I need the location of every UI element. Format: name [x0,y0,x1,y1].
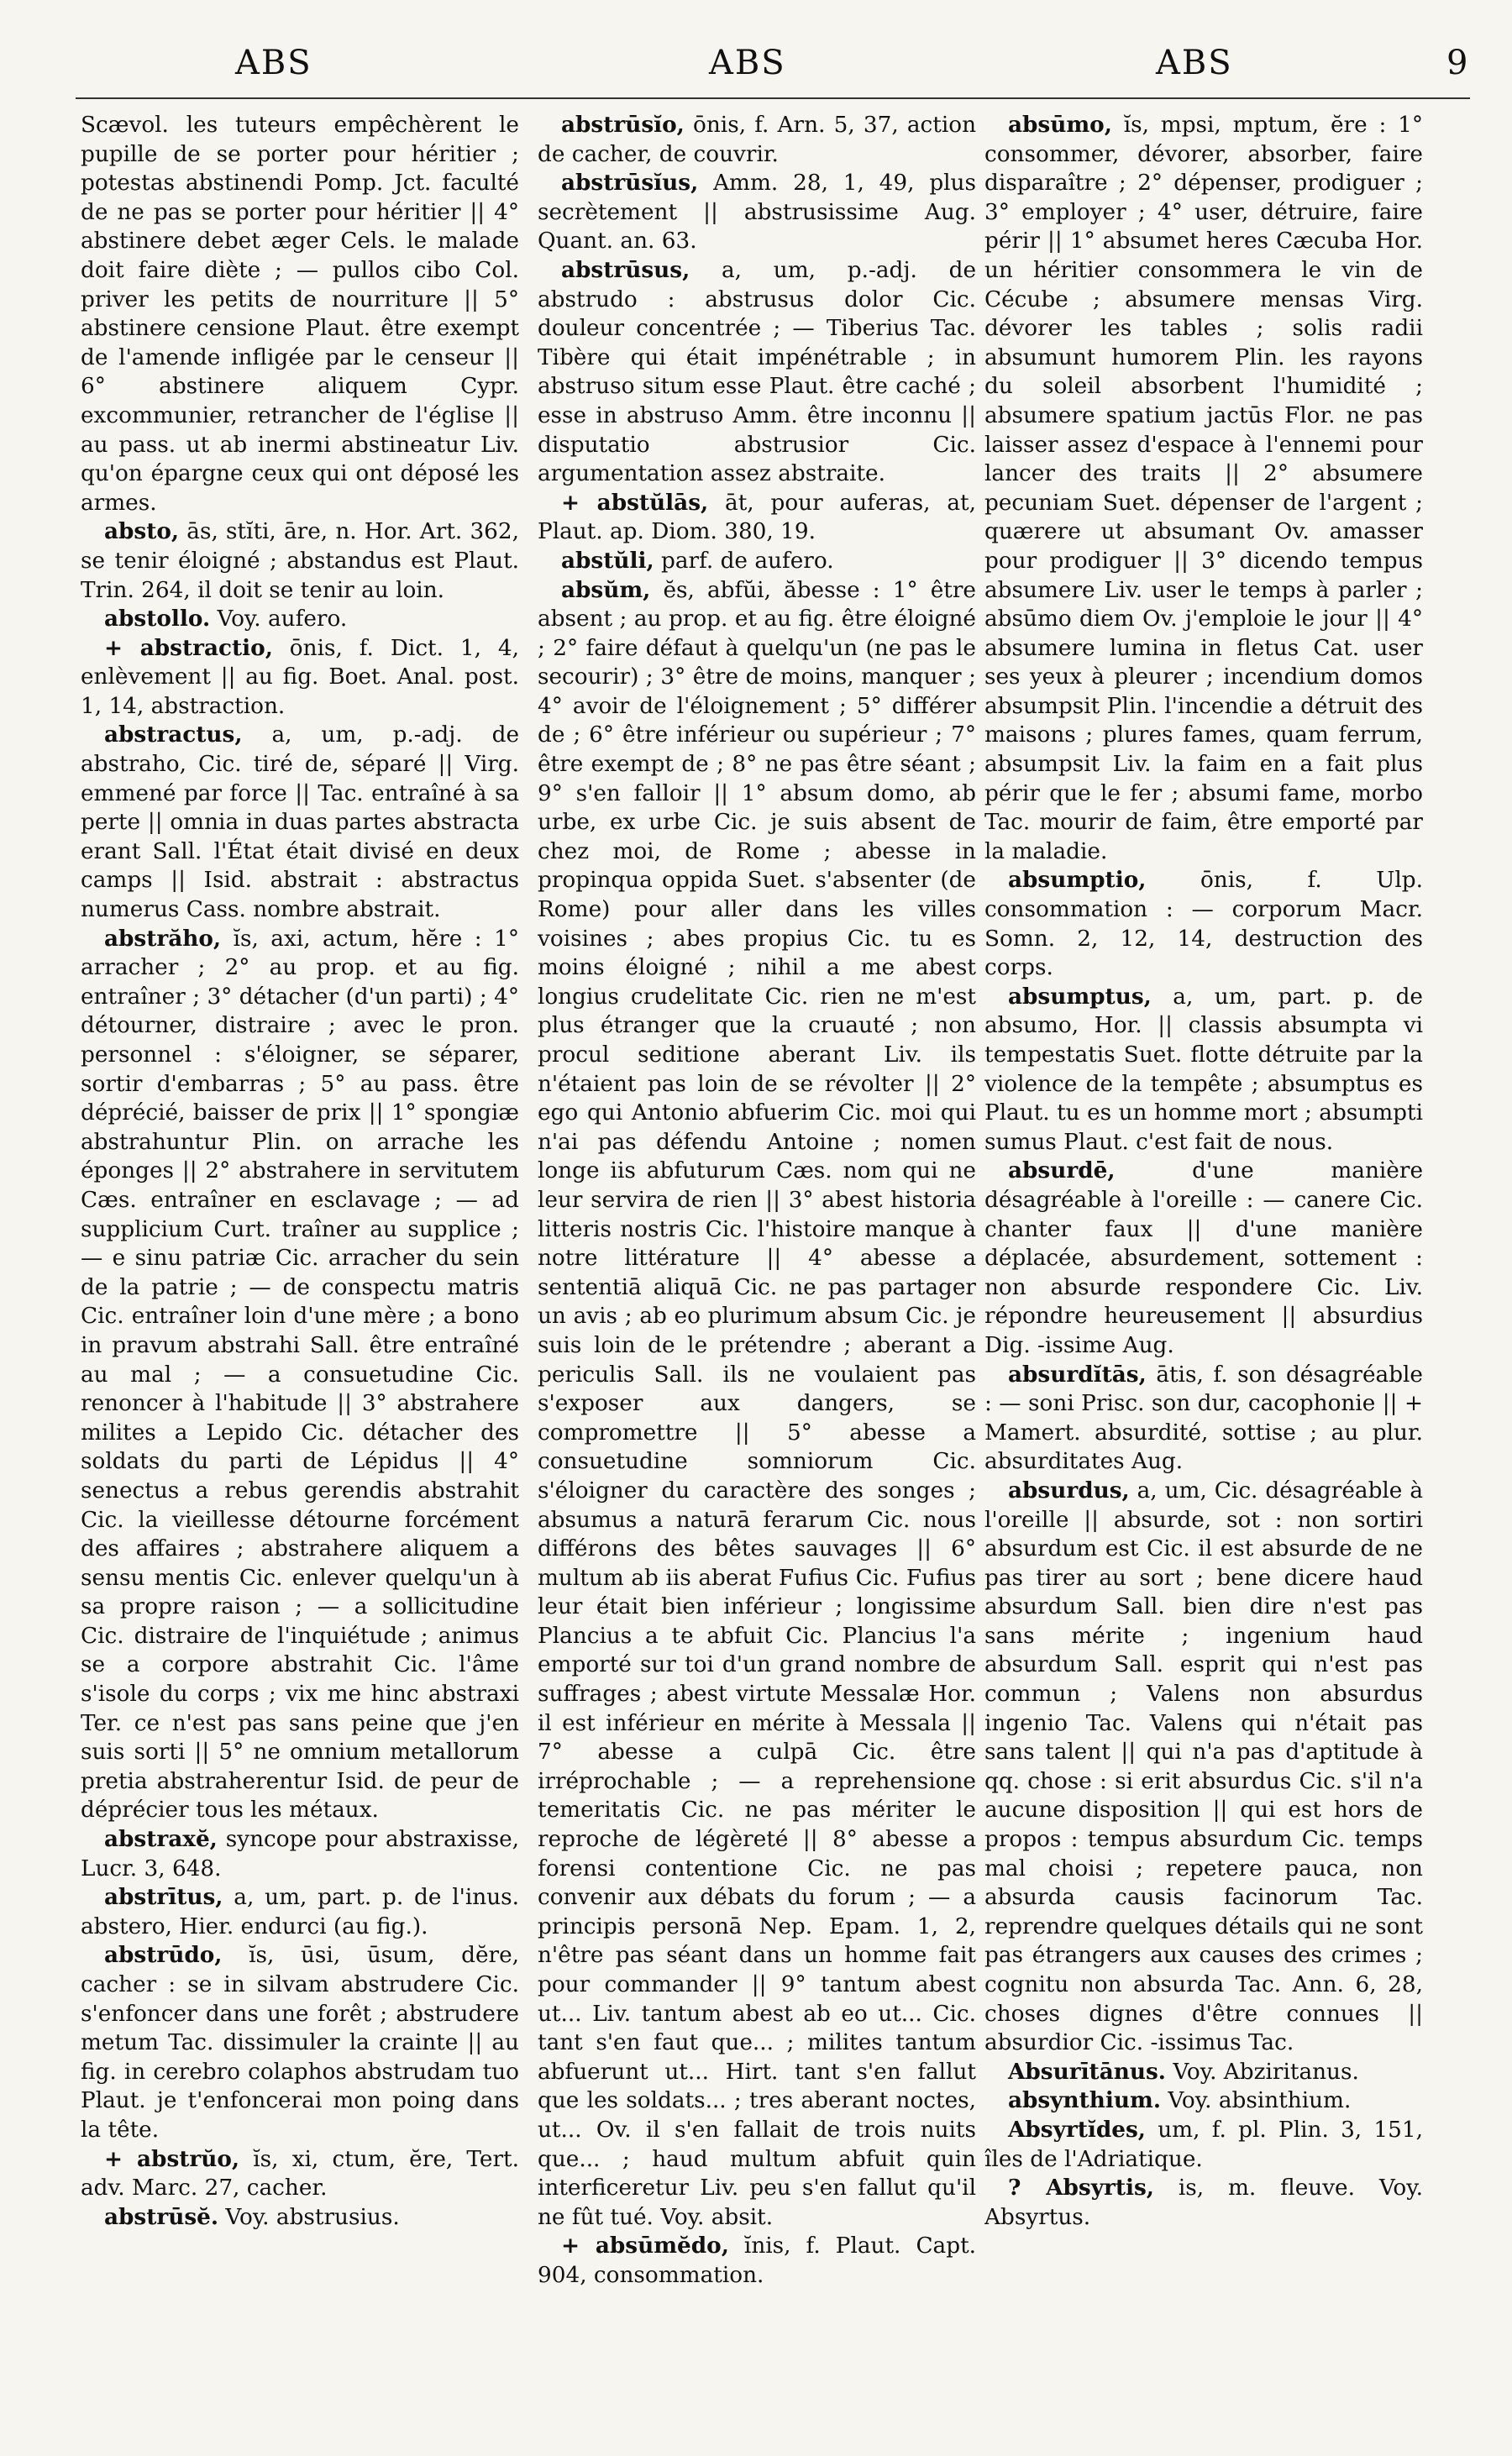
entry-headword: abstrūsĭus, [561,170,699,197]
dictionary-entry [538,2232,976,2290]
page-number: 9 [1446,44,1470,82]
running-head-right: ABS [1156,44,1233,82]
entry-headword: abstrūsĕ. [104,2203,219,2230]
dictionary-entry [81,634,519,722]
dictionary-entry [538,489,976,547]
running-head-left: ABS [235,44,312,82]
entry-headword: + absūmĕdo, [561,2233,729,2259]
dictionary-entry [538,547,976,576]
entry-headword: absurdē, [1008,1157,1116,1184]
entry-headword: abstrūsĭo, [561,112,685,138]
dictionary-entry [984,2174,1423,2232]
dictionary-entry [81,2203,519,2233]
entry-text: ātis, f. son désagréable : — soni Prisc. son dur, cacophonie || + Mamert. absurdité, sottise ; au plur. absurditates Aug. [984,1362,1423,1475]
entry-text: d'une manière désagréable à l'oreille : — canere Cic. chanter faux || d'une manière déplacée, absurdement, sottement : non absurde respondere Cic. Liv. répondre heureusement || absurdius Dig. -issime Aug. [984,1158,1423,1358]
entry-text: ōnis, f. Arn. 5, 37, action de cacher, de couvrir. [538,113,976,167]
dictionary-entry [984,2086,1423,2116]
entry-text: parf. de aufero. [661,548,834,574]
column-2 [538,111,976,2438]
dictionary-entry [81,111,519,517]
entry-text: a, um, p.-adj. de abstraho, Cic. tiré de, séparé || Virg. emmené par force || Tac. entraîné à sa perte || omnia in duas partes abstracta erant Sall. l'État était divisé en deux camps || Isid. abstrait : abstractus numerus Cass. nombre abstrait. [81,722,519,923]
entry-text: ĕs, abfŭi, ăbesse : 1° être absent ; au prop. et au fig. être éloigné ; 2° faire défaut à quelqu'un (ne pas le secourir) ; 3° être de moins, manquer ; 4° avoir de l'éloignement ; 5° différer de ; 6° être inférieur ou supérieur ; 7° être exempt de ; 8° ne pas être séant ; 9° s'en falloir || 1° absum domo, ab urbe, ex urbe Cic. je suis absent de chez moi, de Rome ; abesse in propinqua oppida Suet. s'absenter (de Rome) pour aller dans les villes voisines ; abes propius Cic. tu es moins éloigné ; nihil a me abest longius crudelitate Cic. rien ne m'est plus étranger que la cruauté ; non procul seditione aberant Liv. ils n'étaient pas loin de se révolter || 2° ego qui Antonio abfuerim Cic. moi qui n'ai pas défendu Antoine ; nomen longe iis abfuturum Cæs. nom qui ne leur servira de rien || 3° abest historia litteris nostris Cic. l'histoire manque à notre littérature || 4° abesse a sententiā aliquā Cic. ne pas partager un avis ; ab eo plurimum absum Cic. je suis loin de le prétendre ; aberant a periculis Sall. ils ne voulaient pas s'exposer aux dangers, se compromettre || 5° abesse a consuetudine somniorum Cic. s'éloigner du caractère des songes ; absumus a naturā ferarum Cic. nous différons des bêtes sauvages || 6° multum ab iis aberat Fufius Cic. Fufius leur était bien inférieur ; longissime Plancius a te abfuit Cic. Plancius l'a emporté sur toi d'un grand nombre de suffrages ; abest virtute Messalæ Hor. il est inférieur en mérite à Messala || 7° abesse a culpā Cic. être irréprochable ; — a reprehensione temeritatis Cic. ne pas mériter le reproche de légèreté || 8° abesse a forensi contentione Cic. ne pas convenir aux débats du forum ; — a principis personā Nep. Epam. 1, 2, n'être pas séant dans un homme fait pour commander || 9° tantum abest ut... Liv. tantum abest ab eo ut... Cic. tant s'en faut que... ; milites tantum abfuerunt ut... Hirt. tant s'en fallut que les soldats... ; tres aberant noctes, ut... Ov. il s'en fallait de trois nuits que... ; haud multum abfuit quin interficeretur Liv. peu s'en fallut qu'il ne fût tué. Voy. absit. [538,577,976,2230]
entry-headword: abstollo. [104,606,211,632]
dictionary-entry [984,866,1423,982]
entry-headword: + abstrŭo, [104,2145,240,2172]
entry-headword: + abstŭlās, [561,489,709,516]
entry-text: Amm. 28, 1, 49, plus secrètement || abstrusissime Aug. Quant. an. 63. [538,171,976,255]
entry-text: ōnis, f. Dict. 1, 4, enlèvement || au fig. Boet. Anal. post. 1, 14, abstraction. [81,635,519,719]
dictionary-entry [81,605,519,634]
entry-text: Voy. absinthium. [1168,2088,1352,2114]
dictionary-entry [538,576,976,2233]
entry-text: syncope pour abstraxisse, Lucr. 3, 648. [81,1827,519,1881]
entry-headword: ? Absyrtis, [1008,2175,1154,2201]
entry-text: um, f. pl. Plin. 3, 151, îles de l'Adriatique. [984,2117,1423,2172]
dictionary-entry [538,169,976,256]
entry-headword: absŭm, [561,576,651,603]
entry-headword: Absurītānus. [1008,2058,1166,2085]
dictionary-entry [81,1883,519,1941]
entry-text: ĭs, axi, actum, hĕre : 1° arracher ; 2° au prop. et au fig. entraîner ; 3° détacher (d'un parti) ; 4° détourner, distraire ; avec le pron. personnel : s'éloigner, se séparer, sortir d'embarras ; 5° au pass. être déprécié, baisser de prix || 1° spongiæ abstrahuntur Plin. on arrache les éponges || 2° abstrahere in servitutem Cæs. entraîner en esclavage ; — ad supplicium Curt. traîner au supplice ; — e sinu patriæ Cic. arracher du sein de la patrie ; — de conspectu matris Cic. entraîner loin d'une mère ; a bono in pravum abstrahi Sall. être entraîné au mal ; — a consuetudine Cic. renoncer à l'habitude || 3° abstrahere milites a Lepido Cic. détacher des soldats du parti de Lépidus || 4° senectus a rebus gerendis abstrahit Cic. la vieillesse détourne forcément des affaires ; abstrahere aliquem a sensu mentis Cic. enlever quelqu'un à sa propre raison ; — a sollicitudine Cic. distraire de l'inquiétude ; animus se a corpore abstrahit Cic. l'âme s'isole du corps ; vix me hinc abstraxi Ter. ce n'est pas sans peine que j'en suis sorti || 5° ne omnium metallorum pretia abstraherentur Isid. de peur de déprécier tous les métaux. [81,926,519,1824]
entry-text: ōnis, f. Ulp. consommation : — corporum Macr. Somn. 2, 12, 14, destruction des corps. [984,868,1423,981]
entry-headword: absurdĭtās, [1008,1361,1147,1388]
dictionary-entry [81,517,519,605]
dictionary-entry [984,1361,1423,1477]
dictionary-entry [984,1477,1423,2058]
entry-headword: abstractus, [104,722,243,748]
entry-headword: abstŭli, [561,547,654,574]
entry-headword: absumptus, [1008,983,1152,1010]
dictionary-entry [984,2058,1423,2087]
dictionary-entry [538,111,976,169]
entry-headword: absumptio, [1008,867,1147,894]
entry-headword: abstrūsus, [561,256,690,283]
dictionary-entry [538,256,976,489]
dictionary-entry [984,1157,1423,1360]
entry-headword: absto, [104,518,180,545]
entry-text: ĭs, ūsi, ūsum, dĕre, cacher : se in silvam abstrudere Cic. s'enfoncer dans une forêt ; abstrudere metum Tac. dissimuler la crainte || au fig. in cerebro colaphos abstrudam tuo Plaut. je t'enfoncerai mon poing dans la tête. [81,1943,519,2143]
entry-headword: abstrăho, [104,925,222,952]
column-3 [984,111,1423,2438]
entry-text: Voy. abstrusius. [225,2204,400,2230]
entry-text: ĭnis, f. Plaut. Capt. 904, consommation. [538,2233,976,2288]
entry-text: is, m. fleuve. Voy. Absyrtus. [984,2175,1423,2230]
entry-text: a, um, part. p. de absumo, Hor. || classis absumpta vi tempestatis Suet. flotte détruite par la violence de la tempête ; absumptus es Plaut. tu es un homme mort ; absumpti sumus Plaut. c'est fait de nous. [984,984,1423,1155]
entry-headword: absynthium. [1008,2087,1161,2114]
entry-headword: abstrītus, [104,1884,223,1911]
entry-headword: Absyrtĭdes, [1008,2116,1146,2143]
dictionary-entry [81,2145,519,2203]
dictionary-entry [81,925,519,1825]
entry-text: a, um, p.-adj. de abstrudo : abstrusus dolor Cic. douleur concentrée ; — Tiberius Tac. Tibère qui était impénétrable ; in abstruso situm esse Plaut. être caché ; esse in abstruso Amm. être inconnu || disputatio abstrusior Cic. argumentation assez abstraite. [538,257,976,487]
entry-text: a, um, part. p. de l'inus. abstero, Hier. endurci (au fig.). [81,1885,519,1939]
dictionary-entry [81,1825,519,1883]
entry-headword: absurdus, [1008,1477,1130,1504]
entry-text: āt, pour auferas, at, Plaut. ap. Diom. 380, 19. [538,490,976,545]
entry-headword: abstraxĕ, [104,1826,218,1853]
entry-text: a, um, Cic. désagréable à l'oreille || absurde, sot : non sortiri absurdum est Cic. il est absurde de ne pas tirer au sort ; bene dicere haud absurdum Sall. bien dire n'est pas sans mérite ; ingenium haud absurdum Sall. esprit qui n'est pas commun ; Valens non absurdus ingenio Tac. Valens qui n'était pas sans talent || qui n'a pas d'aptitude à qq. chose : si erit absurdus Cic. s'il n'a aucune disposition || qui est hors de propos : tempus absurdum Cic. temps mal choisi ; repetere pauca, non absurda causis facinorum Tac. reprendre quelques détails qui ne sont pas étrangers aux causes des crimes ; cognitu non absurda Tac. Ann. 6, 28, choses dignes d'être connues || absurdior Cic. -issimus Tac. [984,1477,1423,2056]
column-1 [81,111,519,2438]
entry-text: Voy. Abziritanus. [1173,2059,1359,2085]
header-rule [76,97,1470,99]
entry-headword: abstrūdo, [104,1942,223,1969]
dictionary-entry [984,983,1423,1157]
entry-text: ās, stĭti, āre, n. Hor. Art. 362, se tenir éloigné ; abstandus est Plaut. Trin. 264, il doit se tenir au loin. [81,519,519,603]
dictionary-entry [81,1941,519,2144]
entry-text: ĭs, mpsi, mptum, ĕre : 1° consommer, dévorer, absorber, faire disparaître ; 2° dépenser, prodiguer ; 3° employer ; 4° user, détruire, faire périr || 1° absumet heres Cæcuba Hor. un héritier consommera le vin de Cécube ; absumere mensas Virg. dévorer les tables ; solis radii absumunt humorem Plin. les rayons du soleil absorbent l'humidité ; absumere spatium jactūs Flor. ne pas laisser assez d'espace à l'ennemi pour lancer des traits || 2° absumere pecuniam Suet. dépenser de l'argent ; quærere ut absumant Ov. amasser pour prodiguer || 3° dicendo tempus absumere Liv. user le temps à parler ; absūmo diem Ov. j'emploie le jour || 4° absumere lumina in fletus Cat. user ses yeux à pleurer ; incendium domos absumpsit Plin. l'incendie a détruit des maisons ; plures fames, quam ferrum, absumpsit Liv. la faim en a fait plus périr que le fer ; absumi fame, morbo Tac. mourir de faim, être emporté par la maladie. [984,113,1423,864]
running-head-center: ABS [709,44,786,82]
dictionary-entry [984,2116,1423,2174]
entry-headword: absūmo, [1008,112,1112,138]
entry-text: Voy. aufero. [217,606,348,632]
entry-text: Scævol. les tuteurs empêchèrent le pupille de se porter pour héritier ; potestas abstinendi Pomp. Jct. faculté de ne pas se porter pour héritier || 4° abstinere debet æger Cels. le malade doit faire diète ; — pullos cibo Col. priver les petits de nourriture || 5° abstinere censione Plaut. être exempt de l'amende infligée par le censeur || 6° abstinere aliquem Cypr. excommunier, retrancher de l'église || au pass. ut ab inermi abstineatur Liv. qu'on épargne ceux qui ont déposé les armes. [81,113,519,516]
dictionary-entry [81,721,519,924]
entry-headword: + abstractio, [104,634,273,661]
dictionary-entry [984,111,1423,866]
entry-text: ĭs, xi, ctum, ĕre, Tert. adv. Marc. 27, cacher. [81,2146,519,2201]
